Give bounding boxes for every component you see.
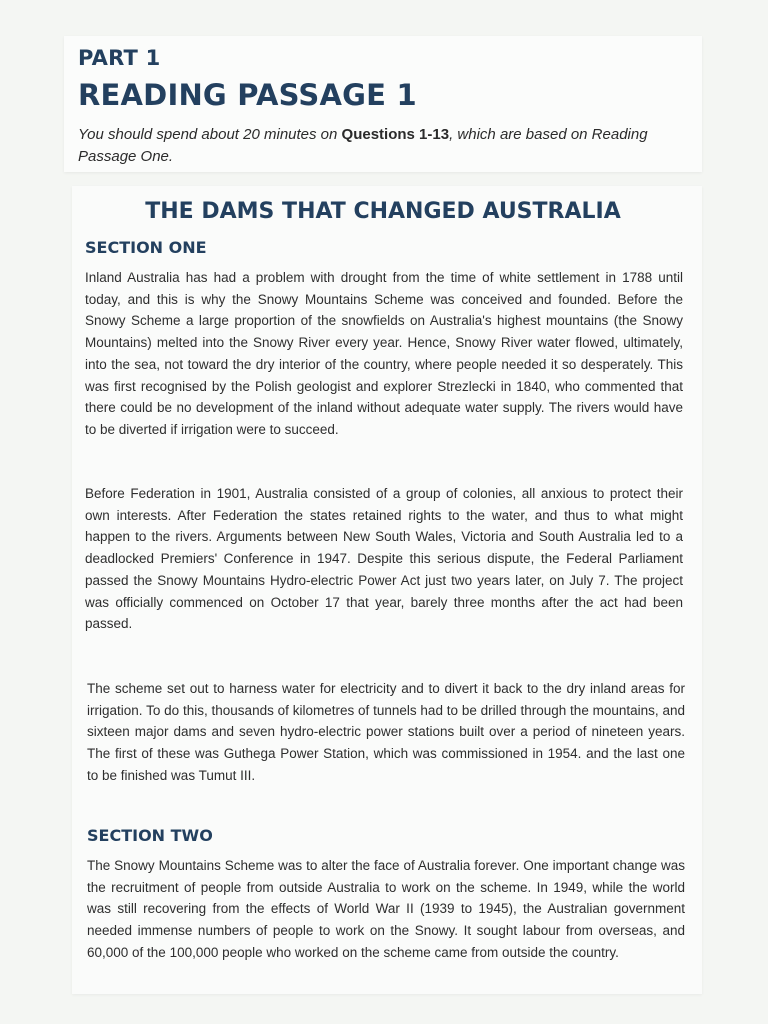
section-one-heading: SECTION ONE — [85, 238, 207, 257]
section-one-paragraph-3: The scheme set out to harness water for electricity and to divert it back to the dry inland areas for irrigation. To do this, thousands of kilometres of tunnels had to be drilled through the mountains, and sixteen major dams and seven hydro-electric power stations built over a period of nineteen years. The first of these was Guthega Power Station, which was commissioned in 1954. and the last one to be finished was Tumut III. — [87, 681, 685, 783]
article-title: THE DAMS THAT CHANGED AUSTRALIA — [145, 199, 621, 224]
instructions-text — [78, 124, 694, 168]
passage-title: READING PASSAGE 1 — [78, 78, 417, 112]
instructions-questions: Questions 1-13 — [341, 126, 450, 143]
instructions-lead: You should spend about 20 minutes on — [78, 126, 342, 143]
section-two-heading: SECTION TWO — [87, 826, 213, 845]
instructions-tail: , which are based on Reading Passage One. — [78, 126, 648, 165]
section-two-paragraph-1: The Snowy Mountains Scheme was to alter the face of Australia forever. One important change was the recruitment of people from outside Australia to work on the scheme. In 1949, while the world was still recovering from the effects of World War II (1939 to 1945), the Australian government needed immense numbers of people to work on the Snowy. It sought labour from overseas, and 60,000 of the 100,000 people who worked on the scheme came from outside the country. — [87, 858, 685, 960]
section-one-paragraph-2: Before Federation in 1901, Australia consisted of a group of colonies, all anxious to protect their own interests. After Federation the states retained rights to the water, and thus to what might happen to the rivers. Arguments between New South Wales, Victoria and South Australia led to a deadlocked Premiers' Conference in 1947. Despite this serious dispute, the Federal Parliament passed the Snowy Mountains Hydro-electric Power Act just two years later, on July 7. The project was officially commenced on October 17 that year, barely three months after the act had been passed. — [85, 486, 683, 632]
part-label: PART 1 — [78, 46, 161, 70]
section-one-paragraph-1: Inland Australia has had a problem with drought from the time of white settlement in 1788 until today, and this is why the Snowy Mountains Scheme was conceived and founded. Before the Snowy Scheme a large proportion of the snowfields on Australia's highest mountains (the Snowy Mountains) melted into the Snowy River every year. Hence, Snowy River water flowed, ultimately, into the sea, not toward the dry interior of the country, where people needed it so desperately. This was first recognised by the Polish geologist and explorer Strezlecki in 1840, who commented that there could be no development of the inland without adequate water supply. The rivers would have to be diverted if irrigation were to succeed. — [85, 270, 683, 437]
